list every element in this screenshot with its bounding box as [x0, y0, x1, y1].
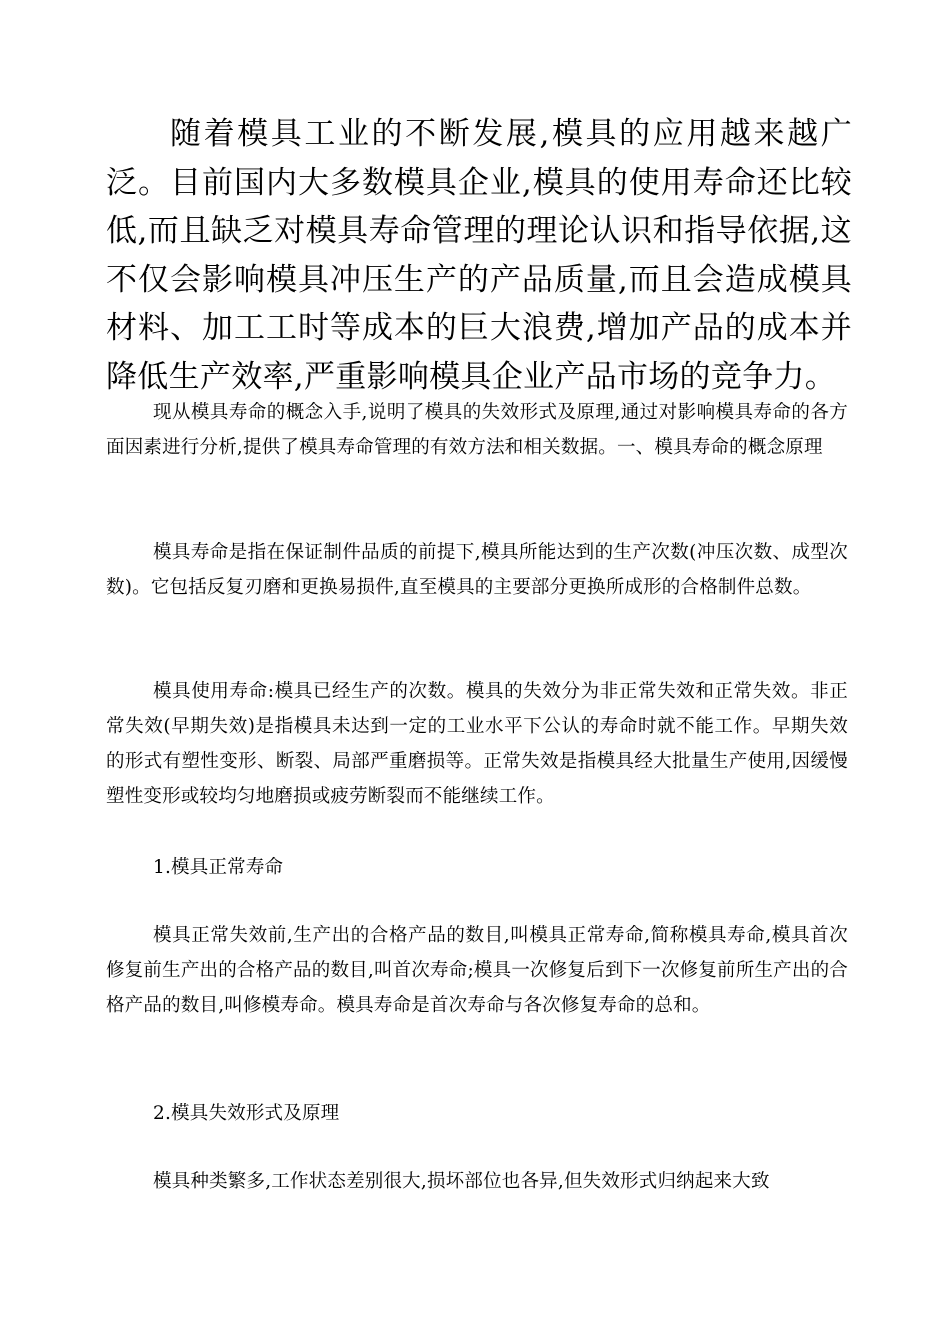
paragraph-normal-life: 模具正常失效前,生产出的合格产品的数目,叫模具正常寿命,简称模具寿命,模具首次修复前生产出的合格产品的数目,叫首次寿命;模具一次修复后到下一次修复前所生产出的合格产品的数目,叫修模寿命。模具寿命是首次寿命与各次修复寿命的总和。	[106, 925, 848, 1016]
section-heading-normal-life: 1.模具正常寿命	[153, 857, 284, 878]
paragraph-failure-forms: 模具种类繁多,工作状态差别很大,损坏部位也各异,但失效形式归纳起来大致	[153, 1171, 770, 1192]
paragraph-mold-service-life: 模具使用寿命:模具已经生产的次数。模具的失效分为非正常失效和正常失效。非正常失效(早期失效)是指模具未达到一定的工业水平下公认的寿命时就不能工作。早期失效的形式有塑性变形、断裂、局部严重磨损等。正常失效是指模具经大批量生产使用,因缓慢塑性变形或较均匀地磨损或疲劳断裂而不能继续工作。	[106, 681, 848, 807]
paragraph-intro: 现从模具寿命的概念入手,说明了模具的失效形式及原理,通过对影响模具寿命的各方面因素进行分析,提供了模具寿命管理的有效方法和相关数据。一、模具寿命的概念原理	[106, 402, 848, 458]
section-heading-failure-forms: 2.模具失效形式及原理	[153, 1103, 340, 1124]
paragraph-mold-life-definition: 模具寿命是指在保证制件品质的前提下,模具所能达到的生产次数(冲压次数、成型次数)。它包括反复刃磨和更换易损件,直至模具的主要部分更换所成形的合格制件总数。	[106, 542, 848, 598]
lead-paragraph: 随着模具工业的不断发展,模具的应用越来越广泛。目前国内大多数模具企业,模具的使用寿命还比较低,而且缺乏对模具寿命管理的理论认识和指导依据,这不仅会影响模具冲压生产的产品质量,而且会造成模具材料、加工工时等成本的巨大浪费,增加产品的成本并降低生产效率,严重影响模具企业产品市场的竞争力。	[106, 116, 852, 395]
